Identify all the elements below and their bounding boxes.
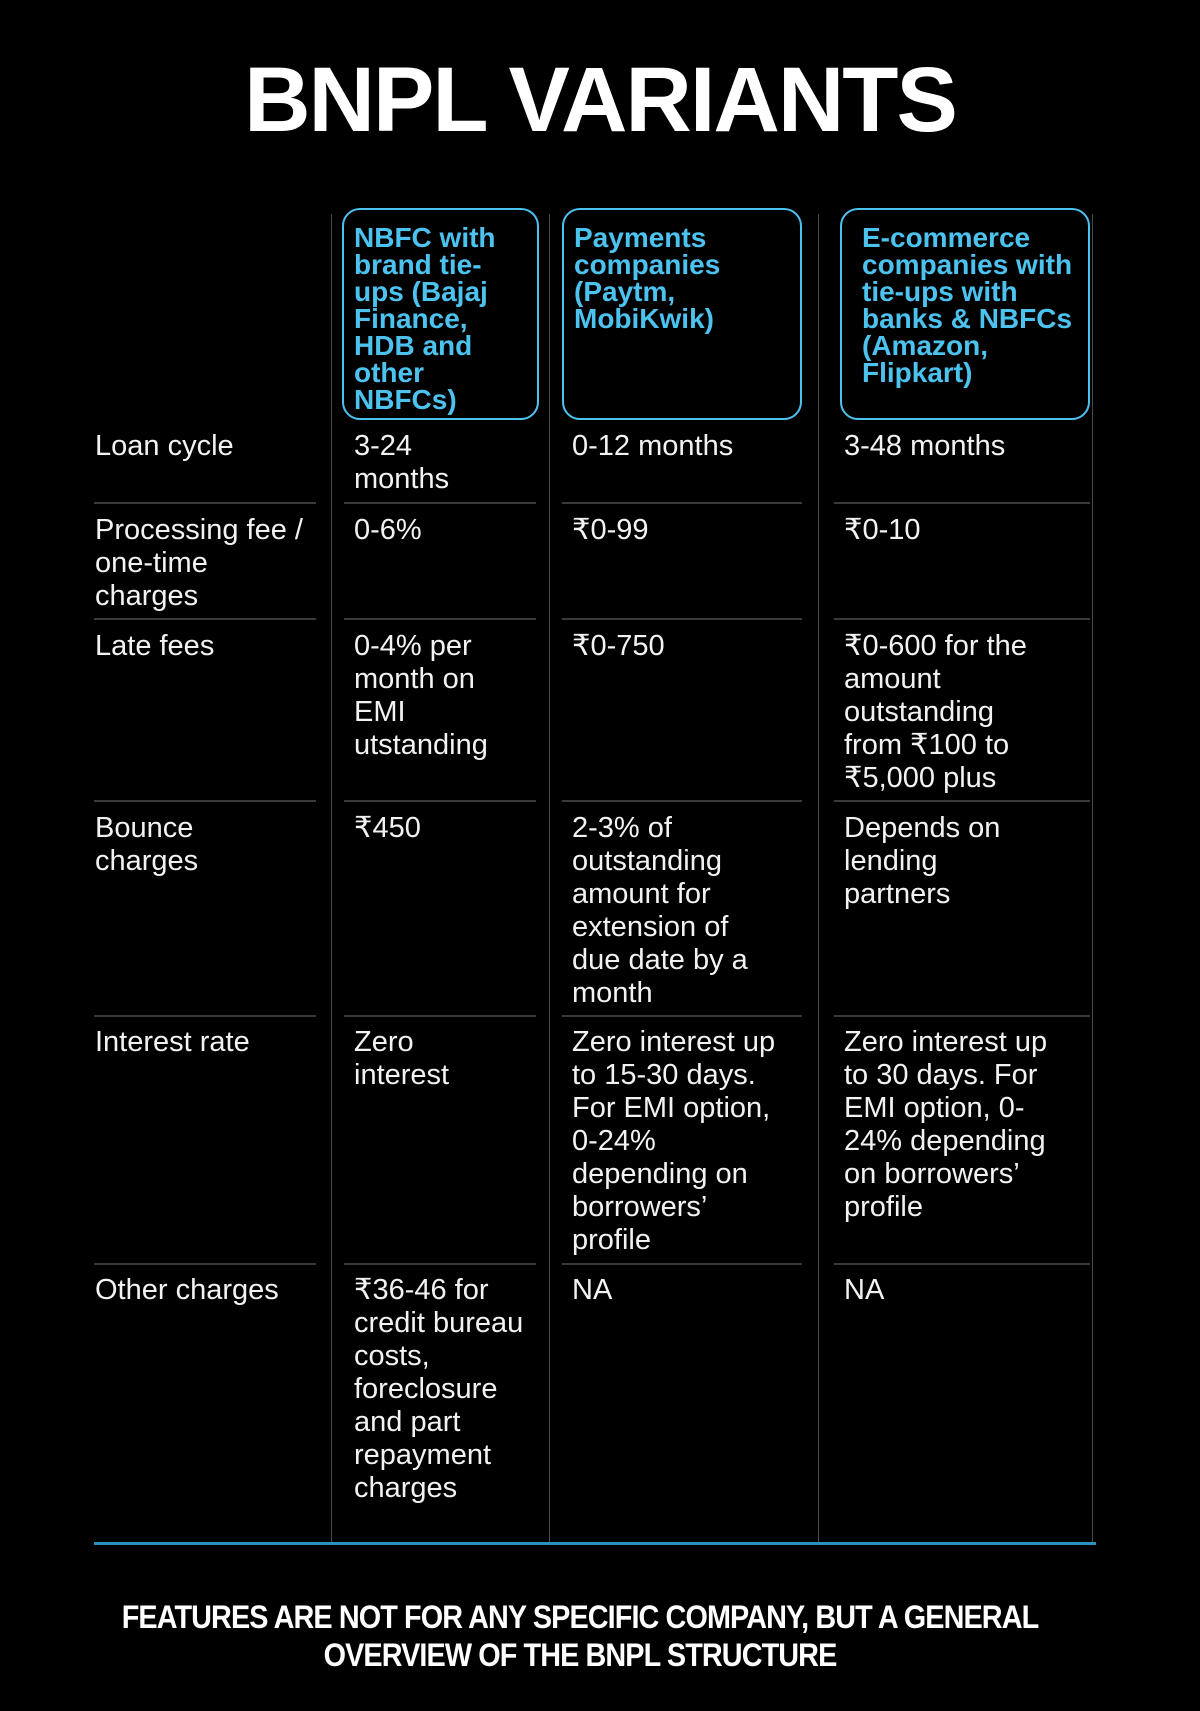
- cell-other-charges-payments: NA: [572, 1274, 613, 1306]
- row-separator: [562, 618, 802, 620]
- row-separator: [562, 1015, 802, 1017]
- cell-other-charges-ecommerce: NA: [844, 1274, 885, 1306]
- cell-bounce-charges-payments: 2-3% of outstanding amount for extension of due date by a month: [572, 812, 748, 1009]
- column-divider: [549, 214, 550, 1544]
- row-separator: [834, 1015, 1090, 1017]
- row-separator: [94, 618, 316, 620]
- row-separator: [834, 502, 1090, 504]
- row-separator: [562, 502, 802, 504]
- row-separator: [834, 800, 1090, 802]
- cell-loan-cycle-nbfc: 3-24 months: [354, 430, 450, 495]
- column-divider: [1092, 214, 1093, 1544]
- column-divider: [331, 214, 332, 1544]
- cell-interest-rate-payments: Zero interest up to 15-30 days. For EMI option, 0-24% depending on borrowers’ profile: [572, 1026, 776, 1256]
- cell-loan-cycle-payments: 0-12 months: [572, 430, 734, 462]
- cell-interest-rate-ecommerce: Zero interest up to 30 days. For EMI option, 0-24% depending on borrowers’ profile: [844, 1026, 1048, 1223]
- row-label-bounce-charges: Bounce charges: [95, 812, 199, 877]
- row-separator: [344, 1015, 536, 1017]
- footnote: FEATURES ARE NOT FOR ANY SPECIFIC COMPANY, BUT A GENERAL OVERVIEW OF THE BNPL STRUCTURE: [121, 1599, 1039, 1673]
- cell-late-fees-nbfc: 0-4% per month on EMI utstanding: [354, 630, 488, 761]
- row-separator: [344, 1263, 536, 1265]
- row-label-processing-fee: Processing fee / one-time charges: [95, 514, 303, 612]
- column-header-payments: Payments companies (Paytm, MobiKwik): [562, 208, 802, 420]
- row-separator: [94, 1263, 316, 1265]
- row-separator: [94, 1015, 316, 1017]
- column-divider: [818, 214, 819, 1544]
- row-separator: [834, 1263, 1090, 1265]
- row-separator: [562, 1263, 802, 1265]
- cell-loan-cycle-ecommerce: 3-48 months: [844, 430, 1006, 462]
- row-label-interest-rate: Interest rate: [95, 1026, 250, 1058]
- cell-late-fees-ecommerce: ₹0-600 for the amount outstanding from ₹100 to ₹5,000 plus: [844, 630, 1027, 794]
- row-separator: [94, 800, 316, 802]
- cell-processing-fee-payments: ₹0-99: [572, 514, 649, 546]
- row-label-late-fees: Late fees: [95, 630, 215, 662]
- cell-late-fees-payments: ₹0-750: [572, 630, 665, 662]
- cell-other-charges-nbfc: ₹36-46 for credit bureau costs, foreclosure and part repayment charges: [354, 1274, 524, 1504]
- table-bottom-rule: [94, 1542, 1096, 1545]
- row-separator: [562, 800, 802, 802]
- row-separator: [344, 800, 536, 802]
- cell-processing-fee-ecommerce: ₹0-10: [844, 514, 921, 546]
- row-separator: [834, 618, 1090, 620]
- row-separator: [94, 502, 316, 504]
- cell-processing-fee-nbfc: 0-6%: [354, 514, 422, 546]
- column-header-ecommerce: E-commerce companies with tie-ups with banks & NBFCs (Amazon, Flipkart): [840, 208, 1090, 420]
- column-header-nbfc: NBFC with brand tie-ups (Bajaj Finance, HDB and other NBFCs): [342, 208, 539, 420]
- cell-bounce-charges-nbfc: ₹450: [354, 812, 421, 844]
- row-label-loan-cycle: Loan cycle: [95, 430, 234, 462]
- row-separator: [344, 502, 536, 504]
- row-separator: [344, 618, 536, 620]
- row-label-other-charges: Other charges: [95, 1274, 279, 1306]
- page-title: BNPL VARIANTS: [244, 49, 956, 151]
- cell-interest-rate-nbfc: Zero interest: [354, 1026, 450, 1091]
- cell-bounce-charges-ecommerce: Depends on lending partners: [844, 812, 1001, 910]
